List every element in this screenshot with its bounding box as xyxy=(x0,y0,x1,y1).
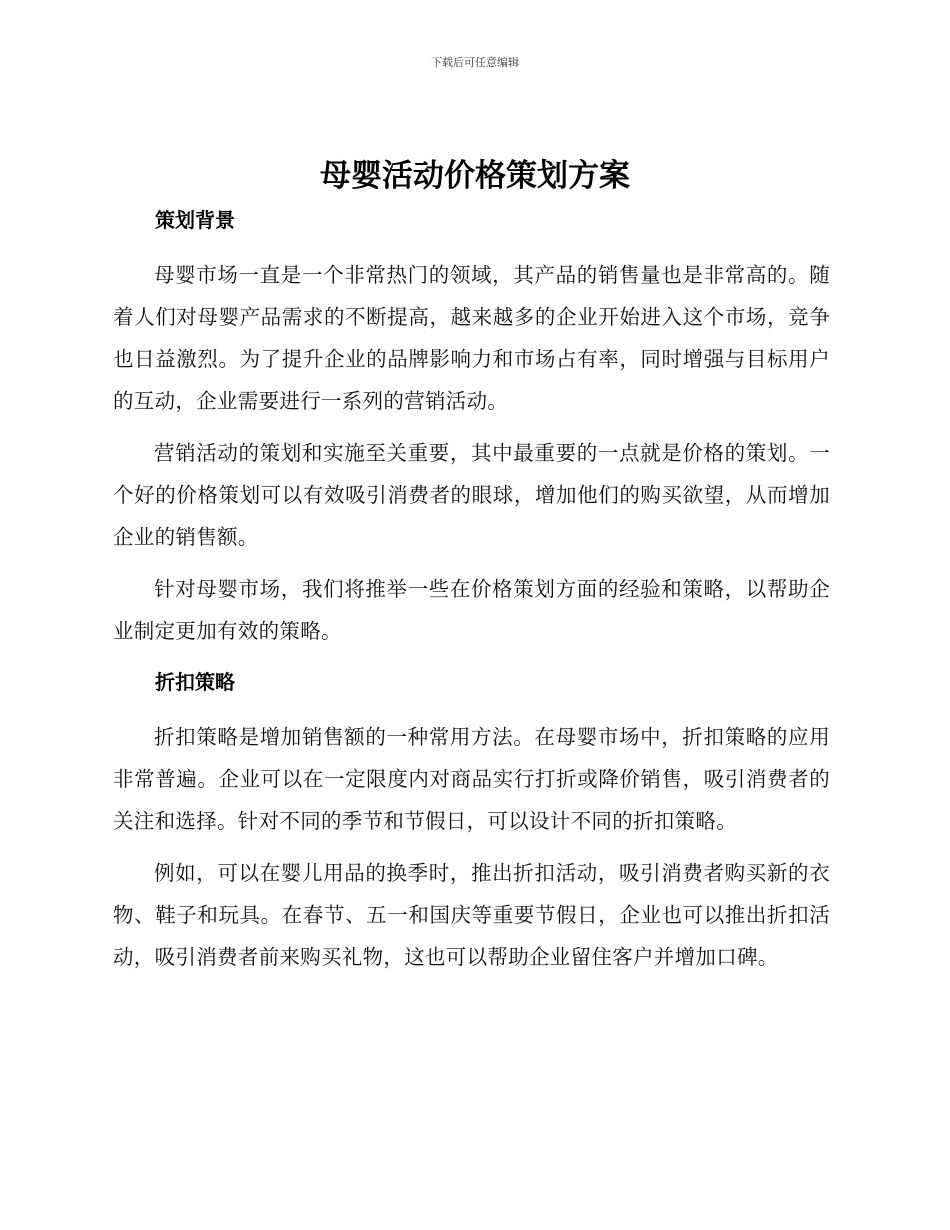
section-heading-background: 策划背景 xyxy=(155,208,235,232)
paragraph: 例如，可以在婴儿用品的换季时，推出折扣活动，吸引消费者购买新的衣物、鞋子和玩具。在春节、五一和国庆等重要节假日，企业也可以推出折扣活动，吸引消费者前来购买礼物，这也可以帮助企业留住客户并增加口碑。 xyxy=(113,861,830,969)
section-heading-discount: 折扣策略 xyxy=(155,670,235,694)
paragraph: 营销活动的策划和实施至关重要，其中最重要的一点就是价格的策划。一个好的价格策划可以有效吸引消费者的眼球，增加他们的购买欲望，从而增加企业的销售额。 xyxy=(113,441,830,549)
document-body xyxy=(113,200,830,978)
paragraph: 母婴市场一直是一个非常热门的领域，其产品的销售量也是非常高的。随着人们对母婴产品需求的不断提高，越来越多的企业开始进入这个市场，竞争也日益激烈。为了提升企业的品牌影响力和市场占有率，同时增强与目标用户的互动，企业需要进行一系列的营销活动。 xyxy=(113,263,830,413)
document-title: 母婴活动价格策划方案 xyxy=(320,158,630,194)
paragraph: 折扣策略是增加销售额的一种常用方法。在母婴市场中，折扣策略的应用非常普遍。企业可以在一定限度内对商品实行打折或降价销售，吸引消费者的关注和选择。针对不同的季节和节假日，可以设计不同的折扣策略。 xyxy=(113,725,830,833)
header-note: 下载后可任意编辑 xyxy=(431,56,519,69)
paragraph: 针对母婴市场，我们将推举一些在价格策划方面的经验和策略，以帮助企业制定更加有效的策略。 xyxy=(113,577,830,643)
